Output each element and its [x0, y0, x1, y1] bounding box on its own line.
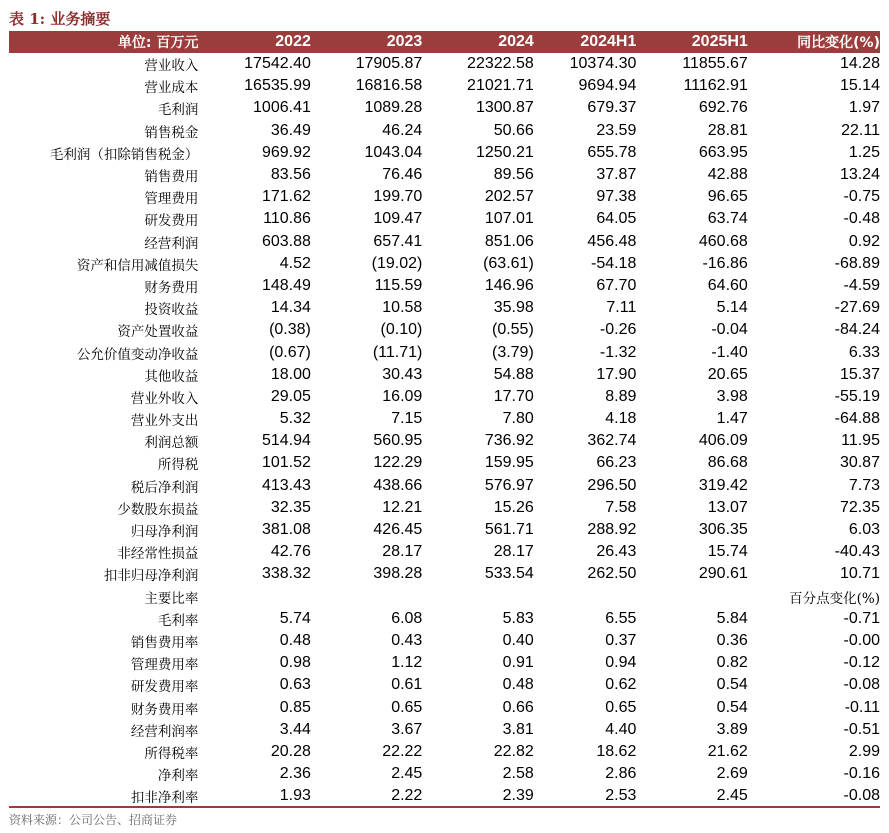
table-row: [9, 275, 880, 297]
table-cell: (3.79): [491, 343, 534, 361]
table-cell: -68.89: [834, 254, 880, 272]
table-row: [9, 475, 880, 497]
table-cell: 37.87: [596, 166, 637, 184]
table-cell: 20.65: [707, 365, 748, 383]
table-cell: 262.50: [587, 565, 637, 583]
ratio-cell: 2.39: [502, 787, 534, 805]
table-label: 所得税: [157, 457, 199, 474]
ratio-cell: 20.28: [270, 742, 311, 760]
ratio-cell: 0.91: [502, 654, 534, 672]
table-label: 其他收益: [144, 368, 199, 385]
table-row: [9, 97, 880, 119]
table-row: [9, 497, 880, 519]
table-cell: 533.54: [484, 565, 534, 583]
table-cell: 6.03: [848, 521, 880, 539]
ratio-cell: 18.62: [596, 742, 637, 760]
table-cell: -84.24: [834, 321, 880, 339]
ratio-cell: 2.53: [605, 787, 637, 805]
table-cell: 10.71: [839, 565, 880, 583]
table-cell: 17.90: [596, 365, 637, 383]
table-cell: -27.69: [834, 299, 880, 317]
table-label: 资产处置收益: [117, 324, 199, 341]
table-cell: 7.58: [605, 498, 637, 516]
table-label: 营业外收入: [130, 390, 199, 407]
ratio-cell: 0.82: [716, 654, 748, 672]
ratio-cell: 2.36: [279, 765, 311, 783]
ratio-row: [9, 741, 880, 763]
table-cell: 3.98: [716, 387, 748, 405]
ratio-label: 净利率: [157, 768, 199, 785]
table-cell: -40.43: [834, 543, 880, 561]
table-cell: 11855.67: [682, 55, 748, 73]
table-label: 营业收入: [144, 58, 199, 75]
table-label: 研发费用: [144, 213, 199, 230]
table-cell: 159.95: [484, 454, 534, 472]
table-label: 毛利润（扣除销售税金）: [49, 146, 199, 163]
ratio-cell: 21.62: [707, 742, 748, 760]
table-cell: 406.09: [698, 432, 748, 450]
table-cell: 398.28: [373, 565, 423, 583]
table-cell: 4.52: [279, 254, 311, 272]
table-cell: -64.88: [834, 410, 880, 428]
ratio-cell: 2.86: [605, 765, 637, 783]
table-cell: 64.60: [707, 276, 748, 294]
ratio-label: 所得税率: [144, 745, 199, 762]
table-label: 营业外支出: [130, 413, 199, 430]
table-label: 非经常性损益: [117, 546, 199, 563]
table-cell: 16816.58: [355, 77, 423, 95]
table-cell: 17.70: [493, 387, 534, 405]
table-cell: 35.98: [493, 299, 534, 317]
ratio-cell: 0.61: [391, 676, 423, 694]
table-row: [9, 563, 880, 585]
table-row: [9, 186, 880, 208]
table-cell: 306.35: [698, 521, 748, 539]
table-cell: 603.88: [261, 232, 311, 250]
table-cell: 16535.99: [244, 77, 311, 95]
ratio-cell: 6.08: [391, 609, 423, 627]
ratio-cell: 0.65: [391, 698, 423, 716]
table-cell: -0.26: [599, 321, 637, 339]
table-row: [9, 53, 880, 75]
ratio-cell: -0.51: [843, 720, 880, 738]
table-cell: 655.78: [587, 143, 637, 161]
table-cell: 26.43: [596, 543, 637, 561]
table-cell: (0.10): [380, 321, 423, 339]
table-cell: 1.97: [848, 99, 880, 117]
ratio-cell: 3.67: [391, 720, 423, 738]
col-header-2024h1: 2024H1: [580, 33, 637, 50]
table-cell: 969.92: [261, 143, 311, 161]
table-row: [9, 430, 880, 452]
table-row: [9, 541, 880, 563]
ratio-cell: 5.83: [502, 609, 534, 627]
ratio-cell: 22.22: [382, 742, 423, 760]
table-cell: (19.02): [371, 254, 423, 272]
col-header-2024: 2024: [498, 33, 534, 50]
ratio-cell: 0.98: [279, 654, 311, 672]
table-row: [9, 319, 880, 341]
table-cell: 42.76: [270, 543, 311, 561]
table-cell: 438.66: [373, 476, 423, 494]
ratio-cell: 0.65: [605, 698, 637, 716]
table-cell: 30.87: [839, 454, 880, 472]
ratio-cell: 0.63: [279, 676, 311, 694]
col-header-2022: 2022: [275, 33, 311, 50]
table-cell: 381.08: [261, 521, 311, 539]
ratio-section-row: [9, 586, 880, 608]
table-cell: 66.23: [596, 454, 637, 472]
table-cell: 30.43: [382, 365, 423, 383]
table-cell: 28.17: [493, 543, 534, 561]
table-cell: 9694.94: [578, 77, 637, 95]
ratio-label: 财务费用率: [130, 701, 199, 718]
table-cell: 14.34: [270, 299, 311, 317]
ratio-cell: 2.58: [502, 765, 534, 783]
ratio-row: [9, 630, 880, 652]
ratio-cell: 1.12: [391, 654, 423, 672]
ratio-cell: 2.22: [391, 787, 423, 805]
ratio-cell: 0.48: [502, 676, 534, 694]
table-cell: (0.55): [491, 321, 534, 339]
col-header-yoy-change: 同比变化(%): [797, 35, 880, 51]
table-cell: 7.11: [606, 299, 637, 317]
table-row: [9, 142, 880, 164]
table-cell: 426.45: [373, 521, 423, 539]
table-cell: 21021.71: [467, 77, 534, 95]
table-cell: 18.00: [270, 365, 311, 383]
table-cell: 36.49: [270, 121, 311, 139]
table-cell: 7.15: [391, 410, 423, 428]
table-cell: 42.88: [707, 166, 748, 184]
table-cell: 362.74: [587, 432, 637, 450]
table-label: 销售费用: [144, 169, 199, 186]
table-cell: 22.11: [841, 121, 880, 139]
table-row: [9, 164, 880, 186]
ratio-cell: -0.12: [843, 654, 880, 672]
table-cell: 5.14: [716, 299, 748, 317]
ratio-cell: 22.82: [493, 742, 534, 760]
table-title: 表 1: 业务摘要: [9, 10, 111, 28]
table-cell: 7.80: [502, 410, 534, 428]
table-label: 经营利润: [144, 235, 199, 252]
table-cell: 290.61: [698, 565, 748, 583]
unit-label: 单位: 百万元: [117, 35, 199, 51]
table-cell: 12.21: [382, 498, 423, 516]
table-cell: 560.95: [373, 432, 423, 450]
table-cell: 8.89: [605, 387, 637, 405]
table-cell: 97.38: [596, 188, 637, 206]
ratio-cell: 0.94: [605, 654, 637, 672]
table-row: [9, 386, 880, 408]
table-cell: 32.35: [270, 498, 311, 516]
table-cell: 46.24: [382, 121, 423, 139]
table-cell: 16.09: [382, 387, 423, 405]
table-cell: 15.37: [839, 365, 880, 383]
ratio-cell: 0.66: [502, 698, 534, 716]
table-label: 扣非归母净利润: [103, 568, 199, 585]
table-cell: 288.92: [587, 521, 637, 539]
ratio-cell: 5.84: [716, 609, 748, 627]
table-cell: -1.32: [599, 343, 637, 361]
table-cell: 6.33: [848, 343, 880, 361]
ratio-cell: -0.11: [844, 698, 880, 716]
table-cell: 54.88: [493, 365, 534, 383]
table-cell: 202.57: [484, 188, 534, 206]
table-row: [9, 408, 880, 430]
table-cell: 101.52: [261, 454, 311, 472]
ratio-label: 毛利率: [157, 612, 199, 629]
ratio-label: 管理费用率: [130, 657, 199, 674]
ratio-cell: 2.45: [391, 765, 423, 783]
table-cell: 115.59: [374, 276, 423, 294]
table-label: 公允价值变动净收益: [76, 346, 199, 363]
table-label: 归母净利润: [130, 524, 199, 541]
table-row: [9, 75, 880, 97]
table-cell: 29.05: [270, 387, 311, 405]
ratio-cell: -0.00: [843, 631, 880, 649]
ratio-cell: -0.08: [843, 787, 880, 805]
table-body: [9, 53, 880, 586]
table-cell: 692.76: [698, 99, 748, 117]
table-cell: 679.37: [587, 99, 637, 117]
table-label: 税后净利润: [130, 479, 199, 496]
table-cell: 64.05: [596, 210, 637, 228]
table-cell: 146.96: [484, 276, 534, 294]
table-cell: 96.65: [707, 188, 748, 206]
table-cell: 10374.30: [569, 55, 637, 73]
table-cell: 15.26: [493, 498, 534, 516]
ratio-cell: 5.74: [279, 609, 311, 627]
ratio-row: [9, 608, 880, 630]
ratio-label: 经营利润率: [130, 723, 199, 740]
table-cell: -16.86: [702, 254, 748, 272]
table-label: 少数股东损益: [117, 501, 199, 518]
col-header-2025h1: 2025H1: [691, 33, 748, 50]
table-cell: 86.68: [707, 454, 748, 472]
ratio-cell: -0.08: [843, 676, 880, 694]
table-cell: 561.71: [484, 521, 534, 539]
ratio-label: 扣非净利率: [130, 790, 199, 807]
business-summary-table: [9, 31, 880, 807]
table-cell: 5.32: [279, 410, 311, 428]
ratio-cell: 0.48: [279, 631, 311, 649]
table-cell: 89.56: [493, 166, 534, 184]
ratio-cell: 0.54: [716, 698, 748, 716]
ratio-body: [9, 608, 880, 808]
table-label: 利润总额: [144, 435, 199, 452]
ratio-cell: 2.45: [716, 787, 748, 805]
table-cell: 1089.28: [364, 99, 423, 117]
table-cell: 7.73: [848, 476, 880, 494]
table-cell: 15.14: [839, 77, 880, 95]
table-cell: 1300.87: [475, 99, 534, 117]
table-cell: (0.67): [269, 343, 311, 361]
ratio-cell: 3.81: [502, 720, 534, 738]
table-cell: 15.74: [707, 543, 748, 561]
ratio-row: [9, 785, 880, 807]
table-label: 营业成本: [144, 80, 199, 97]
table-row: [9, 364, 880, 386]
table-label: 毛利润: [157, 102, 199, 119]
ratio-cell: -0.71: [843, 609, 880, 627]
ratio-row: [9, 696, 880, 718]
ratio-row: [9, 719, 880, 741]
table-cell: 110.86: [263, 210, 311, 228]
table-cell: 319.42: [698, 476, 748, 494]
table-cell: -0.48: [843, 210, 880, 228]
table-row: [9, 208, 880, 230]
table-cell: 1.25: [848, 143, 880, 161]
table-cell: 122.29: [373, 454, 423, 472]
table-cell: 63.74: [707, 210, 748, 228]
ratio-cell: 3.44: [279, 720, 311, 738]
table-cell: -55.19: [834, 387, 880, 405]
table-row: [9, 120, 880, 142]
ratio-row: [9, 763, 880, 785]
table-cell: (0.38): [269, 321, 311, 339]
table-cell: 83.56: [270, 166, 311, 184]
table-cell: (63.61): [483, 254, 534, 272]
table-cell: 14.28: [839, 55, 880, 73]
table-cell: 107.01: [484, 210, 534, 228]
table-cell: 109.47: [373, 210, 423, 228]
table-cell: 17542.40: [244, 55, 311, 73]
table-cell: 23.59: [596, 121, 637, 139]
ratio-row: [9, 652, 880, 674]
table-cell: 1.47: [716, 410, 748, 428]
ratio-cell: 0.36: [716, 631, 748, 649]
ratio-cell: 0.40: [502, 631, 534, 649]
table-label: 财务费用: [144, 279, 199, 296]
table-cell: -1.40: [711, 343, 748, 361]
ratio-cell: -0.16: [843, 765, 880, 783]
table-cell: 72.35: [839, 498, 880, 516]
ratio-section-note: 百分点变化(%): [789, 590, 880, 607]
col-header-2023: 2023: [386, 33, 423, 50]
ratio-row: [9, 674, 880, 696]
table-cell: 199.70: [373, 188, 423, 206]
ratio-cell: 0.54: [716, 676, 748, 694]
table-cell: 13.07: [707, 498, 748, 516]
table-cell: -54.18: [590, 254, 637, 272]
ratio-cell: 0.85: [279, 698, 311, 716]
ratio-label: 研发费用率: [130, 679, 199, 696]
table-cell: 67.70: [596, 276, 637, 294]
table-cell: 338.32: [261, 565, 311, 583]
table-cell: 736.92: [484, 432, 534, 450]
table-row: [9, 452, 880, 474]
table-label: 销售税金: [144, 124, 199, 141]
table-cell: 576.97: [484, 476, 534, 494]
ratio-section-label: 主要比率: [144, 590, 199, 607]
table-cell: 50.66: [493, 121, 534, 139]
table-row: [9, 231, 880, 253]
table-cell: 663.95: [698, 143, 748, 161]
ratio-cell: 2.99: [848, 742, 880, 760]
table-cell: 851.06: [484, 232, 534, 250]
table-row: [9, 341, 880, 363]
ratio-cell: 4.40: [605, 720, 637, 738]
ratio-cell: 3.89: [716, 720, 748, 738]
table-row: [9, 253, 880, 275]
table-cell: 22322.58: [467, 55, 534, 73]
table-cell: 460.68: [698, 232, 748, 250]
table-cell: 11162.91: [683, 77, 748, 95]
table-header-row: [9, 31, 880, 53]
table-label: 管理费用: [144, 191, 199, 208]
table-cell: -0.75: [843, 188, 880, 206]
table-cell: 1250.21: [475, 143, 534, 161]
table-cell: 28.81: [707, 121, 748, 139]
table-cell: 11.95: [841, 432, 880, 450]
ratio-cell: 0.37: [605, 631, 637, 649]
table-cell: 657.41: [373, 232, 423, 250]
table-label: 投资收益: [144, 302, 199, 319]
table-cell: 171.62: [261, 188, 311, 206]
table-cell: 13.24: [839, 166, 880, 184]
table-cell: 1043.04: [364, 143, 423, 161]
ratio-cell: 0.43: [391, 631, 423, 649]
ratio-label: 销售费用率: [130, 634, 199, 651]
table-cell: 413.43: [261, 476, 311, 494]
table-cell: 76.46: [382, 166, 423, 184]
table-cell: 28.17: [382, 543, 423, 561]
table-cell: 148.49: [261, 276, 311, 294]
table-cell: 456.48: [587, 232, 637, 250]
table-cell: -4.59: [843, 276, 880, 294]
table-cell: 0.92: [848, 232, 880, 250]
table-cell: 296.50: [587, 476, 637, 494]
table-cell: -0.04: [711, 321, 748, 339]
table-row: [9, 519, 880, 541]
source-note: 资料来源：公司公告、招商证券: [9, 813, 178, 827]
bottom-rule: [9, 806, 880, 808]
table-cell: 17905.87: [355, 55, 423, 73]
table-row: [9, 297, 880, 319]
table-cell: (11.71): [372, 343, 423, 361]
ratio-cell: 6.55: [605, 609, 637, 627]
ratio-cell: 2.69: [716, 765, 748, 783]
table-cell: 514.94: [261, 432, 311, 450]
ratio-cell: 1.93: [279, 787, 311, 805]
table-cell: 1006.41: [253, 99, 311, 117]
table-cell: 4.18: [605, 410, 637, 428]
ratio-cell: 0.62: [605, 676, 637, 694]
table-cell: 10.58: [382, 299, 423, 317]
table-label: 资产和信用减值损失: [76, 257, 199, 274]
